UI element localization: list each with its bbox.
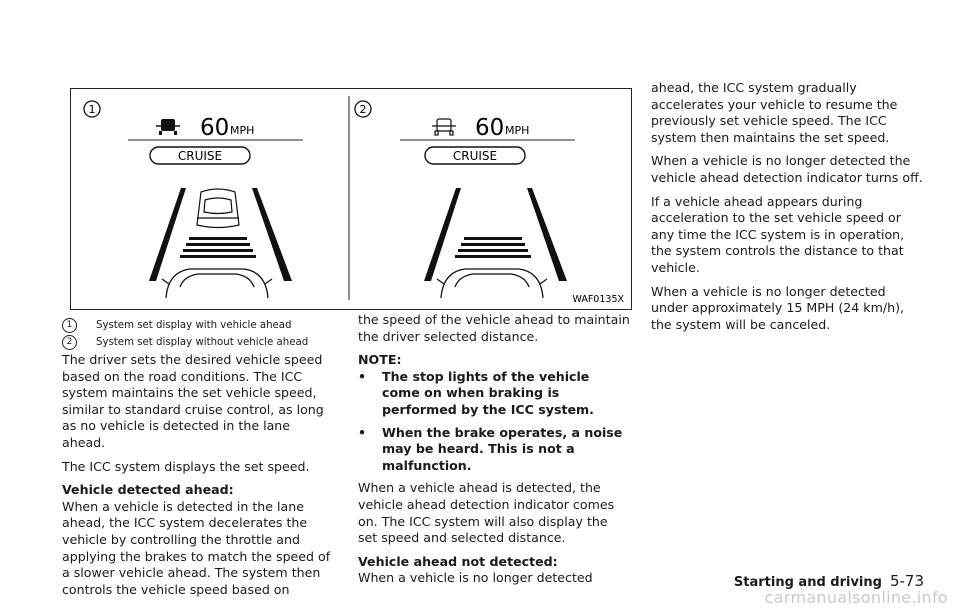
bullet: •	[358, 368, 367, 384]
paragraph: When a vehicle is no longer detected the vehicle ahead detection indicator turns off.	[651, 153, 923, 185]
icc-display-figure	[70, 88, 632, 310]
paragraph: The ICC system displays the set speed.	[62, 458, 310, 474]
caption-2-number: 2	[62, 335, 77, 350]
column-3	[651, 80, 923, 340]
heading-vehicle-detected: Vehicle detected ahead:	[62, 482, 234, 498]
caption-1-number: 1	[62, 318, 77, 333]
paragraph: When a vehicle is no longer detected	[358, 570, 593, 586]
watermark: carmanualsonline.info	[764, 588, 948, 607]
note-label: NOTE:	[358, 352, 402, 368]
figure-code: WAF0135X	[572, 294, 624, 305]
paragraph: The driver sets the desired vehicle speed based on the road conditions. The ICC system maintains the set vehicle speed, similar to standard cruise control, as long as no vehicle is detected in the lane ahead.	[62, 352, 324, 450]
panel-2-status: CRUISE	[452, 149, 498, 163]
note-item	[358, 369, 630, 419]
panel-1-label: 1	[88, 103, 96, 116]
note-text: The stop lights of the vehicle come on when braking is performed by the ICC system.	[382, 368, 594, 417]
note-item	[358, 425, 630, 475]
caption-1-text: System set display with vehicle ahead	[96, 320, 292, 331]
panel-1-speed: 60	[200, 115, 230, 141]
paragraph: When a vehicle is detected in the lane ahead, the ICC system decelerates the vehicle by controlling the throttle and applying the brakes to match the speed of a slower vehicle ahead. The system then controls the vehicle speed based on	[62, 498, 331, 597]
paragraph: ahead, the ICC system gradually accelerates your vehicle to resume the previously set vehicle speed. The ICC system then maintains the set speed.	[651, 80, 898, 145]
section-title: Starting and driving	[733, 575, 882, 590]
page-number: 5-73	[889, 572, 924, 590]
panel-2-unit: MPH	[505, 124, 530, 137]
note-text: When the brake operates, a noise may be heard. This is not a malfunction.	[382, 424, 623, 473]
paragraph: If a vehicle ahead appears during acceleration to the set vehicle speed or any time the ICC system is in operation, the system controls the distance to that vehicle.	[651, 193, 905, 275]
paragraph: When a vehicle ahead is detected, the vehicle ahead detection indicator comes on. The ICC system will also display the set speed and selected distance.	[358, 480, 615, 546]
column-1	[62, 352, 337, 605]
panel-1-status: CRUISE	[177, 149, 223, 163]
caption-2	[62, 335, 308, 350]
bullet: •	[358, 424, 367, 440]
panel-2-label: 2	[359, 103, 367, 116]
paragraph: When a vehicle is no longer detected under approximately 15 MPH (24 km/h), the system will be canceled.	[651, 283, 904, 332]
caption-2-text: System set display without vehicle ahead	[96, 337, 309, 348]
panel-1-unit: MPH	[230, 124, 255, 137]
paragraph: the speed of the vehicle ahead to maintain the driver selected distance.	[358, 312, 630, 344]
heading-vehicle-not-detected: Vehicle ahead not detected:	[358, 553, 558, 569]
column-2	[358, 312, 630, 594]
caption-1	[62, 318, 292, 333]
panel-2-speed: 60	[475, 115, 505, 141]
